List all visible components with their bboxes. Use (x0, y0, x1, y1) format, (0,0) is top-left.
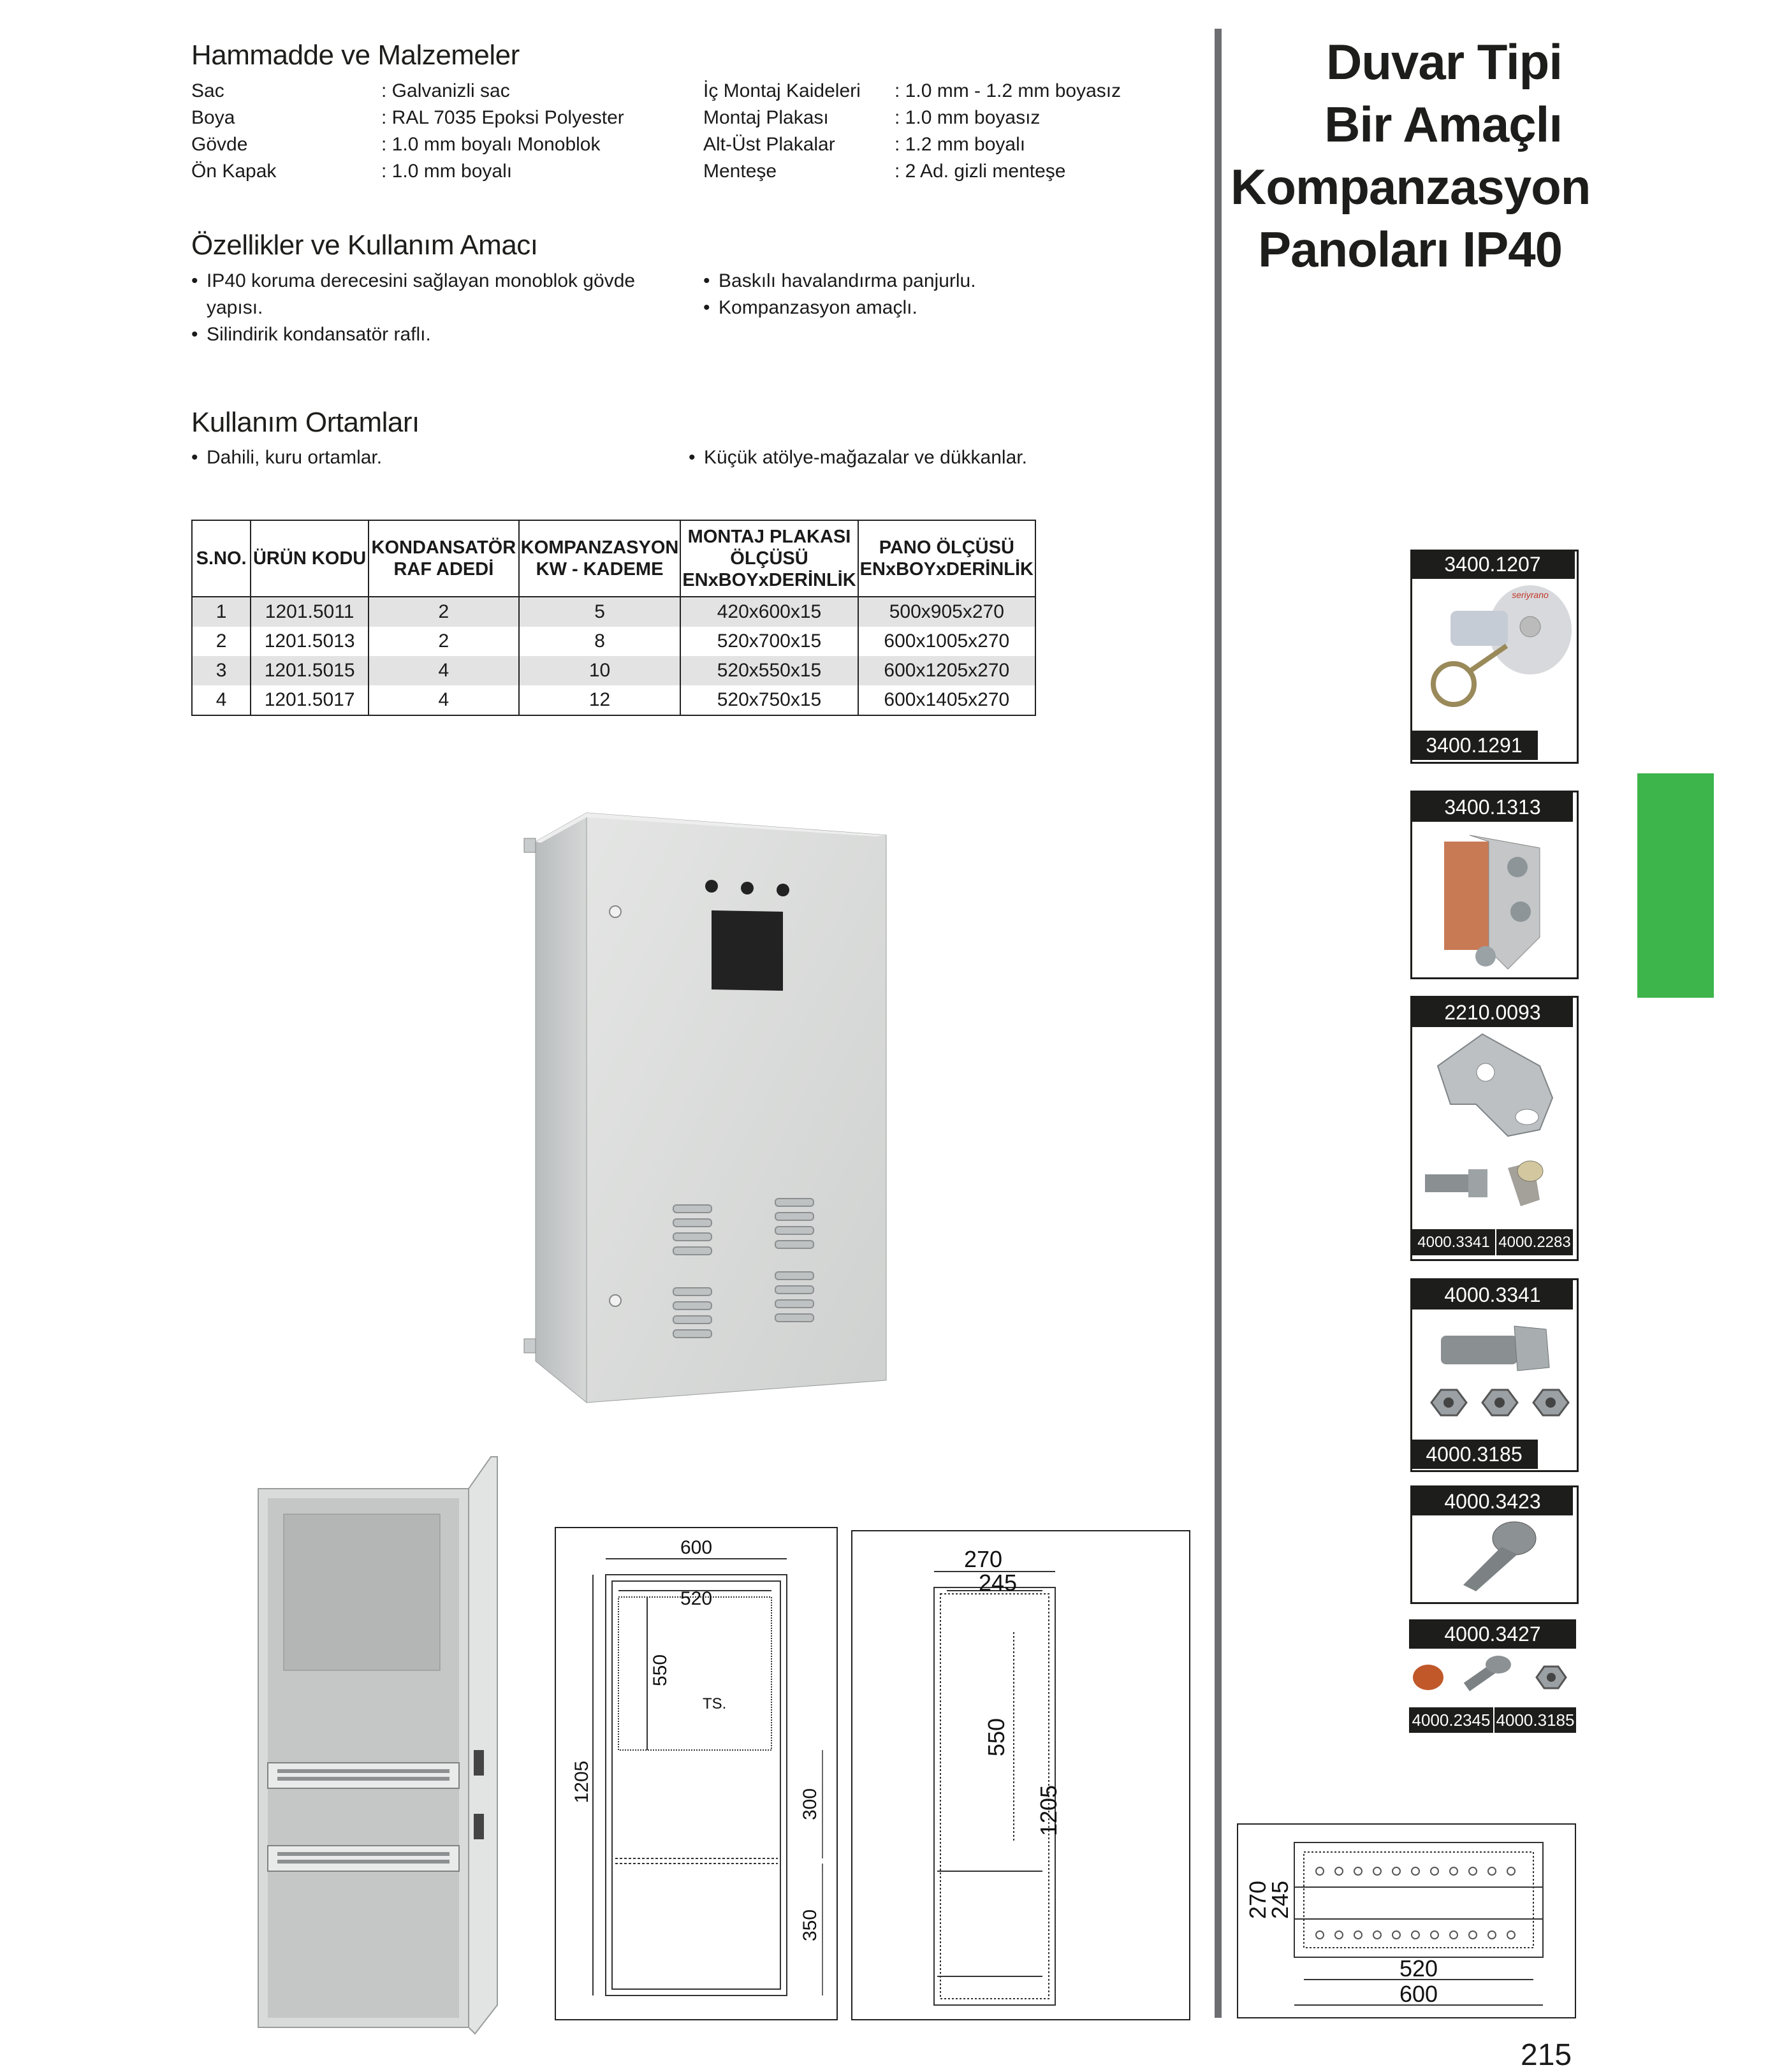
accessory-code: 4000.3341 (1412, 1280, 1573, 1310)
spec-label: Sac (191, 80, 224, 101)
table-cell: 2 (369, 597, 519, 627)
front-view-svg (555, 1527, 838, 2020)
bracket-icon (1412, 1028, 1573, 1225)
top-view-svg (1237, 1823, 1576, 2018)
dim-low-height: 350 (800, 1909, 821, 1942)
list-item: • Küçük atölye-mağazalar ve dükkanlar. (689, 447, 1027, 468)
dim-plate-height: 550 (650, 1654, 671, 1687)
accessory-code: 3400.1313 (1412, 792, 1573, 822)
spec-value: : Galvanizli sac (381, 80, 510, 101)
key-lock-icon (1412, 579, 1573, 728)
features-title: Özellikler ve Kullanım Amacı (191, 230, 538, 261)
hinge-icon (1412, 822, 1573, 973)
table-cell: 5 (519, 597, 681, 627)
spec-value: : 1.0 mm - 1.2 mm boyasız (895, 80, 1121, 101)
spec-label: Montaj Plakası (703, 107, 829, 128)
features-right-list (703, 268, 1150, 321)
list-item: yapısı. (207, 297, 263, 318)
table-cell: 1201.5015 (251, 656, 369, 685)
dim-depth-outer: 270 (1245, 1880, 1271, 1920)
brand-text: seriyrano (1512, 590, 1549, 600)
col-header: KONDANSATÖR RAF ADEDİ (369, 520, 519, 597)
dim-mid-height: 300 (800, 1788, 821, 1821)
table-row (192, 597, 1035, 627)
spec-label: İç Montaj Kaideleri (703, 80, 861, 101)
label-ts: TS. (703, 1695, 727, 1712)
section-tab-marker (1637, 773, 1714, 998)
spec-label: Alt-Üst Plakalar (703, 134, 835, 155)
materials-title: Hammadde ve Malzemeler (191, 40, 520, 71)
spec-value: : 1.2 mm boyalı (895, 134, 1026, 155)
dim-width-outer: 600 (1399, 1981, 1438, 2007)
spec-label: Boya (191, 107, 235, 128)
dim-width-inner: 520 (680, 1588, 713, 1609)
features-left-list (191, 268, 689, 348)
table-cell: 600x1205x270 (858, 656, 1035, 685)
open-cabinet-image (252, 1450, 507, 2037)
spec-label: Menteşe (703, 161, 777, 182)
dim-depth-inner: 245 (978, 1570, 1018, 1596)
product-table (191, 520, 1036, 716)
table-cell: 520x700x15 (680, 627, 858, 656)
page-heading: Duvar Tipi Bir Amaçlı Kompanzasyon Panoları IP40 (1231, 34, 1591, 277)
spec-label: Gövde (191, 134, 248, 155)
table-cell: 420x600x15 (680, 597, 858, 627)
spec-value: : 1.0 mm boyasız (895, 107, 1041, 128)
list-item: • Silindirik kondansatör raflı. (191, 324, 431, 345)
col-header: ÜRÜN KODU (251, 520, 369, 597)
table-cell: 3 (192, 656, 251, 685)
table-cell: 1201.5011 (251, 597, 369, 627)
list-item: • Baskılı havalandırma panjurlu. (703, 270, 976, 291)
dim-depth-inner: 245 (1267, 1880, 1293, 1920)
spec-value: : RAL 7035 Epoksi Polyester (381, 107, 624, 128)
accessory-sub-code: 3400.1291 (1410, 731, 1538, 760)
table-cell: 600x1005x270 (858, 627, 1035, 656)
spec-label: Ön Kapak (191, 161, 277, 182)
accessory-sub-code: 4000.3185 (1410, 1440, 1538, 1469)
dim-total-height: 1205 (571, 1760, 592, 1804)
table-cell: 520x550x15 (680, 656, 858, 685)
closed-cabinet-image (523, 803, 893, 1409)
environments-title: Kullanım Ortamları (191, 407, 420, 438)
table-cell: 1201.5013 (251, 627, 369, 656)
col-header: MONTAJ PLAKASI ÖLÇÜSÜ ENxBOYxDERİNLİK (680, 520, 858, 597)
dim-total-height: 1205 (1035, 1784, 1062, 1837)
list-item: • Kompanzasyon amaçlı. (703, 297, 917, 318)
dim-plate-height: 550 (983, 1718, 1009, 1757)
table-cell: 600x1405x270 (858, 685, 1035, 715)
table-row (192, 627, 1035, 656)
table-cell: 1 (192, 597, 251, 627)
page-number: 215 (1521, 2038, 1572, 2072)
col-header: PANO ÖLÇÜSÜ ENxBOYxDERİNLİK (858, 520, 1035, 597)
fastener-set-icon (1409, 1649, 1576, 1706)
bolt-nut-icon (1412, 1310, 1573, 1438)
table-cell: 8 (519, 627, 681, 656)
accessory-code: 4000.3423 (1412, 1487, 1573, 1515)
table-cell: 12 (519, 685, 681, 715)
accessory-code: 3400.1207 (1410, 550, 1575, 579)
table-row (192, 685, 1035, 715)
col-header: S.NO. (192, 520, 251, 597)
materials-right-values (895, 78, 1181, 185)
spec-value: : 1.0 mm boyalı Monoblok (381, 134, 601, 155)
table-cell: 1201.5017 (251, 685, 369, 715)
table-cell: 500x905x270 (858, 597, 1035, 627)
dim-depth-outer: 270 (963, 1546, 1003, 1572)
dim-width-inner: 520 (1399, 1955, 1438, 1981)
accessory-sub-code: 4000.2283 (1496, 1229, 1573, 1255)
table-cell: 2 (192, 627, 251, 656)
accessory-sub-code: 4000.3185 (1494, 1707, 1576, 1733)
table-row (192, 656, 1035, 685)
screw-icon (1412, 1516, 1573, 1598)
table-header-row (192, 520, 1035, 597)
accessory-sub-code: 4000.2345 (1409, 1707, 1493, 1733)
table-cell: 520x750x15 (680, 685, 858, 715)
spec-value: : 2 Ad. gizli menteşe (895, 161, 1066, 182)
column-divider (1215, 29, 1222, 2018)
dim-width-outer: 600 (680, 1537, 713, 1558)
table-cell: 2 (369, 627, 519, 656)
accessory-code: 2210.0093 (1412, 998, 1573, 1027)
accessory-code: 4000.3427 (1409, 1619, 1576, 1649)
col-header: KOMPANZASYON KW - KADEME (519, 520, 681, 597)
materials-left-labels (191, 78, 383, 185)
table-cell: 4 (192, 685, 251, 715)
side-view-svg (851, 1530, 1190, 2021)
table-cell: 4 (369, 685, 519, 715)
list-item: • IP40 koruma derecesini sağlayan monoblok gövde (191, 270, 636, 291)
table-cell: 10 (519, 656, 681, 685)
materials-left-values (381, 78, 700, 185)
materials-right-labels (703, 78, 895, 185)
table-cell: 4 (369, 656, 519, 685)
list-item: • Dahili, kuru ortamlar. (191, 447, 383, 468)
accessory-sub-code: 4000.3341 (1412, 1229, 1495, 1255)
spec-value: : 1.0 mm boyalı (381, 161, 513, 182)
